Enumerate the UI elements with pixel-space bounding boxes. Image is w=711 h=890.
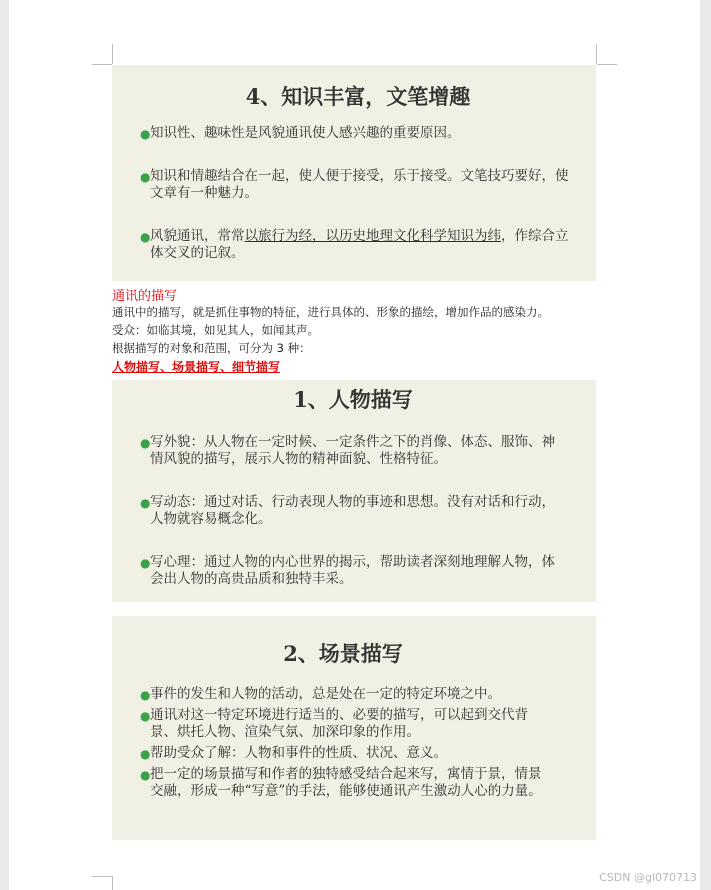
crop-mark-top-right-h <box>597 64 617 65</box>
bullet-dot-icon: ● <box>140 556 151 570</box>
paragraph-line: 通讯中的描写，就是抓住事物的特征，进行具体的、形象的描绘，增加作品的感染力。 <box>112 305 549 319</box>
list-item: ● 帮助受众了解：人物和事件的性质、状况、意义。 <box>140 745 447 761</box>
list-item: ● 风貌通讯，常常以旅行为经，以历史地理文化科学知识为纬，作综合立体交叉的记叙。 <box>140 228 569 261</box>
bullet-list <box>140 686 546 800</box>
bullet-dot-icon: ● <box>140 170 151 184</box>
bullet-dot-icon: ● <box>140 709 151 723</box>
slide-title: 4、知识丰富，文笔增趣 <box>245 84 471 109</box>
description-types: 人物描写、场景描写、细节描写 <box>112 360 281 374</box>
bullet-dot-icon: ● <box>140 747 151 761</box>
paragraph-line: 受众：如临其境，如见其人，如闻其声。 <box>112 323 319 337</box>
slide-knowledge <box>112 65 596 281</box>
list-item: ● 把一定的场景描写和作者的独特感受结合起来写，寓情于景，情景交融，形成一种“写意”的手法，能够使通讯产生激动人心的力量。 <box>140 766 542 799</box>
bullet-dot-icon: ● <box>140 496 151 510</box>
crop-mark-top-left-v <box>112 44 113 64</box>
bullet-dot-icon: ● <box>140 230 151 244</box>
section-heading: 通讯的描写 <box>112 289 178 304</box>
list-item: ● 写心理：通过人物的内心世界的揭示，帮助读者深刻地理解人物，体会出人物的高贵品质和独特丰采。 <box>140 554 555 587</box>
slide-character-description <box>112 380 596 602</box>
bullet-dot-icon: ● <box>140 127 151 141</box>
bullet-dot-icon: ● <box>140 688 151 702</box>
paragraph-line: 根据描写的对象和范围，可分为 3 种： <box>112 341 311 355</box>
bullet-list <box>140 125 576 262</box>
crop-mark-top-right-v <box>596 44 597 64</box>
crop-mark-bottom-left-h <box>92 876 112 877</box>
crop-mark-top-left-h <box>92 64 112 65</box>
slide-scene-description <box>112 616 596 840</box>
list-item: ● 写动态：通过对话、行动表现人物的事迹和思想。没有对话和行动，人物就容易概念化。 <box>140 494 555 527</box>
watermark: CSDN @gl070713 <box>599 871 697 884</box>
list-item: ● 通讯对这一特定环境进行适当的、必要的描写，可以起到交代背景、烘托人物、渲染气氛、加深印象的作用。 <box>140 707 528 740</box>
slide-title: 2、场景描写 <box>283 641 403 666</box>
slide-title: 1、人物描写 <box>293 387 413 412</box>
crop-mark-bottom-left-v <box>112 876 113 890</box>
underlined-phrase: 以旅行为经，以历史地理文化科学知识为纬 <box>244 228 501 244</box>
bullet-dot-icon: ● <box>140 436 151 450</box>
list-item: ● 写外貌：从人物在一定时候、一定条件之下的肖像、体态、服饰、神情风貌的描写，展示人物的精神面貌、性格特征。 <box>140 434 555 467</box>
list-item: ● 知识性、趣味性是风貌通讯使人感兴趣的重要原因。 <box>140 125 461 141</box>
bullet-dot-icon: ● <box>140 768 151 782</box>
list-item: ● 知识和情趣结合在一起，使人便于接受，乐于接受。文笔技巧要好，使文章有一种魅力。 <box>140 168 569 201</box>
list-item: ● 事件的发生和人物的活动，总是处在一定的特定环境之中。 <box>140 686 501 702</box>
bullet-list <box>140 434 566 588</box>
